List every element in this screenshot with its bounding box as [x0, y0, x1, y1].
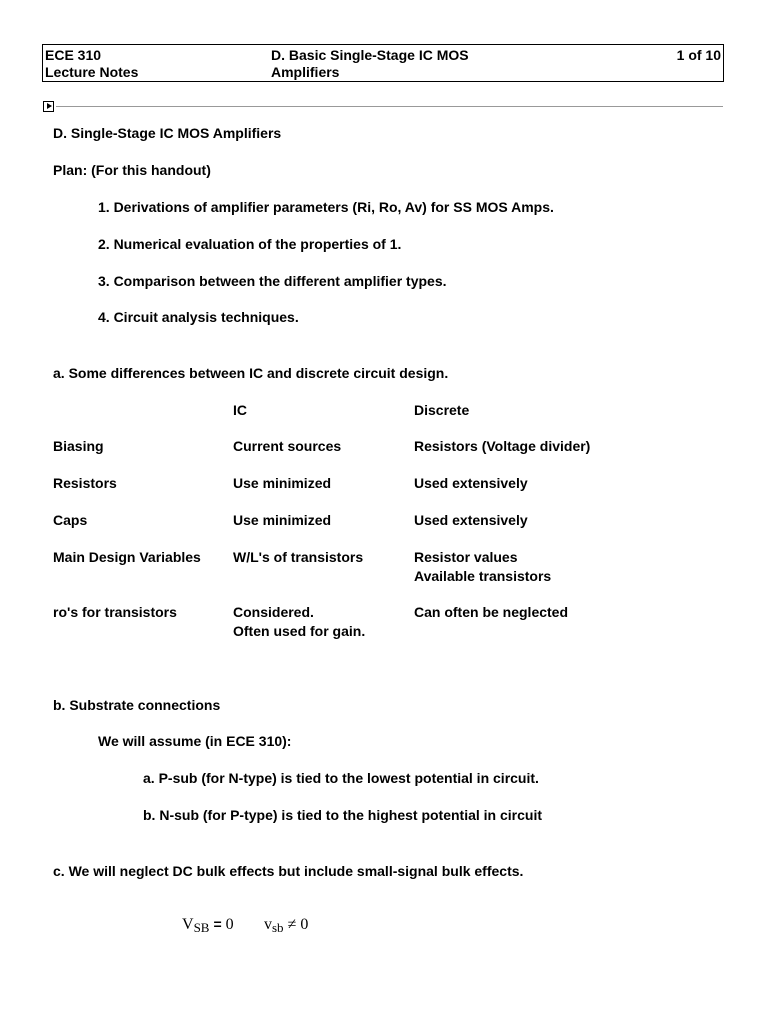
plan-label: Plan: (For this handout)	[53, 162, 211, 178]
row-label-resistors: Resistors	[53, 475, 117, 491]
header-title-line1: D. Basic Single-Stage IC MOS	[271, 47, 469, 63]
header-page-number: 1 of 10	[676, 47, 721, 63]
expand-toggle-icon[interactable]	[43, 101, 54, 112]
col-header-discrete: Discrete	[414, 402, 470, 418]
col-header-ic: IC	[233, 402, 247, 418]
part-b-item-a: a. P-sub (for N-type) is tied to the lowest potential in circuit.	[143, 770, 539, 786]
eq-zero-2: 0	[300, 916, 309, 933]
row-ic-ro: Considered.	[233, 604, 314, 620]
header-box	[42, 44, 724, 82]
header-title-line2: Amplifiers	[271, 64, 340, 80]
horizontal-rule	[56, 106, 723, 107]
row-ic-ro-2: Often used for gain.	[233, 623, 366, 639]
row-discrete-design-variables: Resistor values	[414, 549, 518, 565]
equation-vsb-dc	[182, 916, 234, 936]
header-course: ECE 310	[45, 47, 102, 63]
row-label-caps: Caps	[53, 512, 88, 528]
row-label-biasing: Biasing	[53, 438, 104, 454]
row-discrete-ro: Can often be neglected	[414, 604, 569, 620]
row-ic-design-variables: W/L's of transistors	[233, 549, 364, 565]
eq-equals: =	[213, 916, 222, 932]
part-b-heading: b. Substrate connections	[53, 697, 221, 713]
row-discrete-design-variables-2: Available transistors	[414, 568, 552, 584]
header-course-block	[45, 47, 138, 81]
eq-sb-small-subscript: sb	[272, 920, 284, 935]
plan-item-4: 4. Circuit analysis techniques.	[98, 309, 299, 325]
part-b-item-b: b. N-sub (for P-type) is tied to the highest potential in circuit	[143, 807, 543, 823]
equation-vsb-ac	[264, 916, 308, 936]
row-ic-resistors: Use minimized	[233, 475, 332, 491]
eq-zero-1: 0	[225, 916, 234, 933]
header-doc-type: Lecture Notes	[45, 64, 139, 80]
eq-not-equal: ≠	[287, 916, 297, 933]
section-title: D. Single-Stage IC MOS Amplifiers	[53, 125, 282, 141]
row-label-design-variables: Main Design Variables	[53, 549, 201, 565]
eq-v-small-symbol: v	[264, 916, 272, 933]
plan-item-3: 3. Comparison between the different amplifier types.	[98, 273, 447, 289]
row-label-ro: ro's for transistors	[53, 604, 177, 620]
row-discrete-caps: Used extensively	[414, 512, 528, 528]
part-b-intro: We will assume (in ECE 310):	[98, 733, 292, 749]
row-discrete-resistors: Used extensively	[414, 475, 528, 491]
plan-item-2: 2. Numerical evaluation of the properties of 1.	[98, 236, 402, 252]
eq-sb-subscript: SB	[193, 920, 210, 935]
row-discrete-biasing: Resistors (Voltage divider)	[414, 438, 591, 454]
part-c-heading: c. We will neglect DC bulk effects but include small-signal bulk effects.	[53, 863, 524, 879]
row-ic-caps: Use minimized	[233, 512, 332, 528]
eq-v-symbol: V	[182, 916, 194, 933]
header-title-block	[271, 47, 469, 81]
row-ic-biasing: Current sources	[233, 438, 342, 454]
part-a-heading: a. Some differences between IC and discrete circuit design.	[53, 365, 449, 381]
plan-item-1: 1. Derivations of amplifier parameters (Ri, Ro, Av) for SS MOS Amps.	[98, 199, 554, 215]
